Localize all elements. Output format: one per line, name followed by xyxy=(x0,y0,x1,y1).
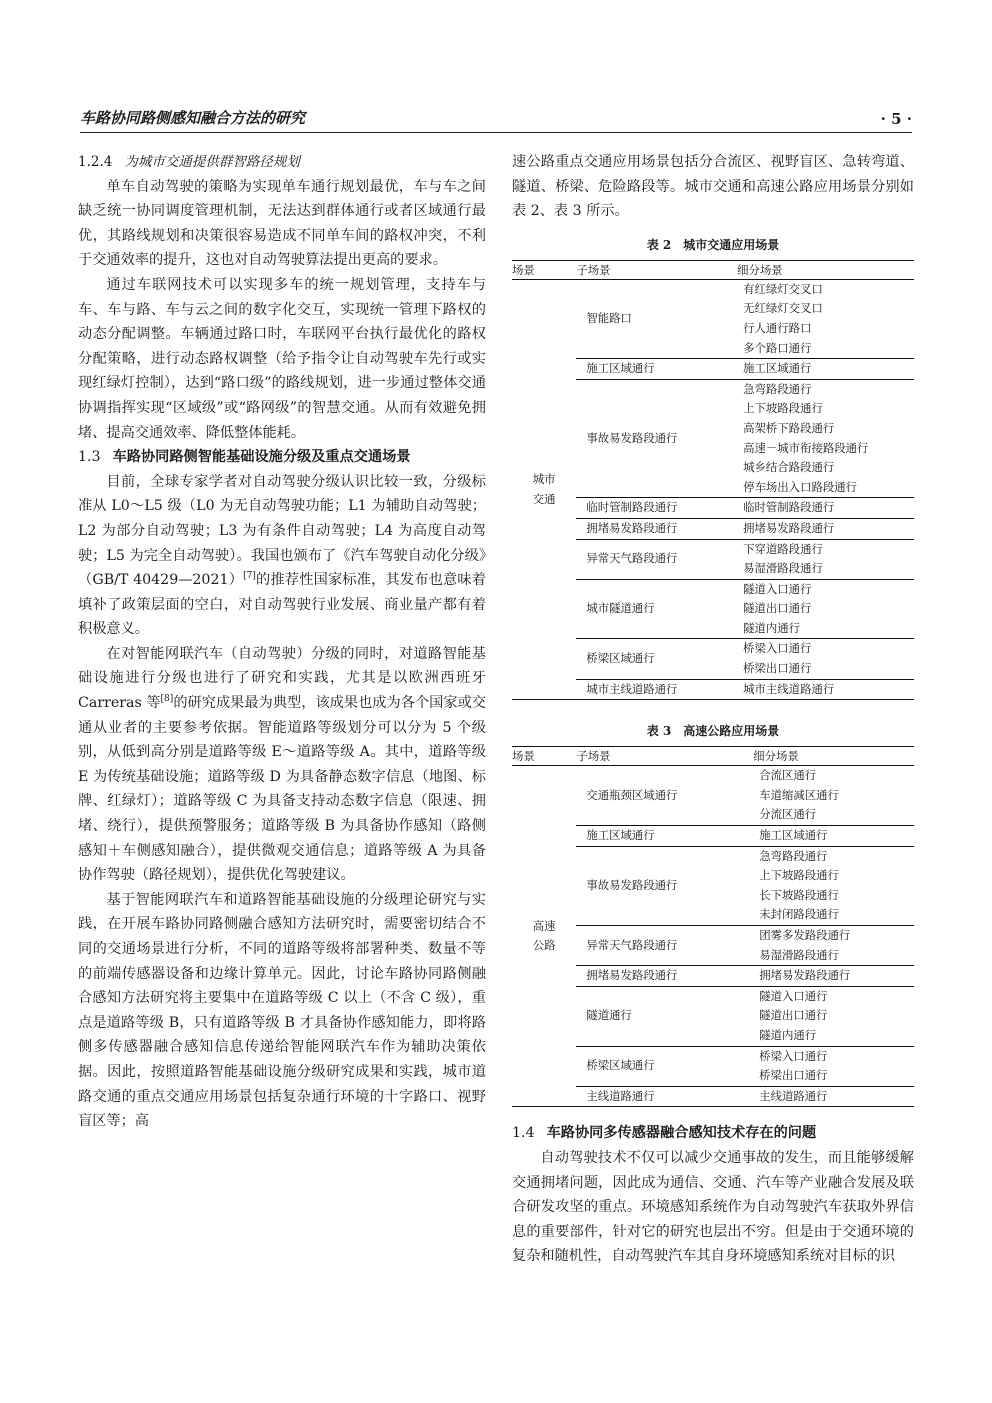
text-run: 目前，全球专家学者对自动驾驶分级认识比较一致，分级标准从 L0～L5 级（L0 为无自动驾驶功能；L1 为辅助自动驾驶；L2 为部分自动驾驶；L3 为有条件自动驾驶；L4 为高度自动驾驶；L5 为完全自动驾驶）。我国也颁布了《汽车驾驶自动化分级》（GB/T 40429—2021） xyxy=(78,473,486,589)
detail-scene-cell: 主线道路通行 xyxy=(753,1086,914,1107)
detail-scene-cell: 上下坡路段通行 xyxy=(759,868,839,883)
detail-scene-cell: 隧道入口通行 xyxy=(759,988,828,1003)
detail-scene-cell: 拥堵易发路段通行 xyxy=(753,966,914,987)
sub-scene-cell: 主线道路通行 xyxy=(576,1086,753,1107)
section-title: 为城市交通提供群智路径规划 xyxy=(124,154,300,170)
detail-scene-cell: 桥梁入口通行 xyxy=(743,641,812,656)
table-header-cell: 细分场景 xyxy=(753,747,914,766)
paragraph xyxy=(78,642,486,888)
detail-scene-cell: 城市主线道路通行 xyxy=(737,679,914,700)
sub-scene-cell: 城市隧道通行 xyxy=(576,579,737,639)
detail-scene-cell: 隧道出口通行 xyxy=(759,1008,828,1023)
table-2 xyxy=(512,260,914,700)
text-run: 的推荐性国家标准，其发布也意味着填补了政策层面的空白，对自动驾驶行业发展、商业量产都有着积极意义。 xyxy=(78,572,486,638)
page-number: · 5 · xyxy=(880,110,912,128)
detail-scene-cell: 合流区通行 xyxy=(759,768,817,783)
table-header-cell: 细分场景 xyxy=(737,260,914,279)
detail-scene-cell: 隧道入口通行 xyxy=(743,581,812,596)
section-1-3-heading xyxy=(78,445,486,470)
detail-scene-cell: 桥梁出口通行 xyxy=(737,659,914,679)
detail-scene-cell: 桥梁出口通行 xyxy=(753,1066,914,1086)
section-1-2-4-heading xyxy=(78,150,486,175)
running-header xyxy=(80,104,912,133)
paragraph: 基于智能网联汽车和道路智能基础设施的分级理论研究与实践，在开展车路协同路侧融合感知方法研究时，需要密切结合不同的交通场景进行分析，不同的道路等级将部署种类、数量不等的前端传感器设备和边缘计算单元。因此，讨论车路协同路侧融合感知方法研究将主要集中在道路等级 C 以上（不含 C 级），重点是道路等级 B，只有道路等级 B 才具备协作感知能力，即将路侧多传感器融合感知信息传递给智能网联汽车作为辅助决策依据。因此，按照道路智能基础设施分级研究成果和实践，城市道路交通的重点交通应用场景包括复杂通行环境的十字路口、视野盲区等；高 xyxy=(78,891,486,1130)
citation: [7] xyxy=(243,571,256,582)
scene-cell: 城市 交通 xyxy=(512,279,576,699)
sub-scene-cell: 智能路口 xyxy=(576,279,737,358)
detail-scene-cell: 团雾多发路段通行 xyxy=(759,928,851,942)
detail-scene-cell: 高架桥下路段通行 xyxy=(743,420,835,435)
sub-scene-cell: 城市主线道路通行 xyxy=(576,679,737,700)
citation: [8] xyxy=(160,694,174,705)
sub-scene-cell: 临时管制路段通行 xyxy=(576,498,737,519)
detail-scene-cell: 行人通行路口 xyxy=(743,320,812,335)
detail-scene-cell: 拥堵易发路段通行 xyxy=(737,518,914,539)
table-2-caption: 表 2 城市交通应用场景 xyxy=(646,237,780,252)
detail-scene-cell: 多个路口通行 xyxy=(737,339,914,359)
detail-scene-cell: 停车场出入口路段通行 xyxy=(737,478,914,498)
detail-scene-cell: 易湿滑路段通行 xyxy=(753,946,914,966)
section-title: 车路协同多传感器融合感知技术存在的问题 xyxy=(546,1125,817,1142)
section-title: 车路协同路侧智能基础设施分级及重点交通场景 xyxy=(112,449,411,466)
left-column xyxy=(78,150,486,1134)
sub-scene-cell: 异常天气路段通行 xyxy=(576,926,753,966)
table-header-cell: 场景 xyxy=(512,260,576,279)
text-run: 的研究成果最为典型，该成果也成为各个国家或交通从业者的主要参考依据。智能道路等级划分可以分为 5 个级别，从低到高分别是道路等级 E～道路等级 A。其中，道路等级 E 为传统基础设施；道路等级 D 为具备静态数字信息（地图、标牌、红绿灯）；道路等级 C 为具备支持动态数字信息（限速、拥堵、绕行），提供预警服务；道路等级 B 为具备协作感知（路侧感知＋车侧感知融合），提供微观交通信息；道路等级 A 为具备协作驾驶（路径规划），提供优化驾驶建议。 xyxy=(78,695,486,884)
sub-scene-cell: 事故易发路段通行 xyxy=(576,846,753,925)
detail-scene-cell: 临时管制路段通行 xyxy=(737,498,914,519)
paragraph xyxy=(78,470,486,642)
detail-scene-cell: 隧道内通行 xyxy=(753,1026,914,1046)
paragraph: 速公路重点交通应用场景包括分合流区、视野盲区、急转弯道、隧道、桥梁、危险路段等。城市交通和高速公路应用场景分别如表 2、表 3 所示。 xyxy=(512,154,914,220)
table-header-cell: 子场景 xyxy=(576,747,753,766)
paragraph: 单车自动驾驶的策略为实现单车通行规划最优，车与车之间缺乏统一协同调度管理机制，无法达到群体通行或者区域通行最优，其路线规划和决策很容易造成不同单车间的路权冲突，不利于交通效率的提升，这也对自动驾驶算法提出更高的要求。 xyxy=(78,178,486,269)
right-column xyxy=(512,150,914,1269)
paragraph: 通过车联网技术可以实现多车的统一规划管理，支持车与车、车与路、车与云之间的数字化交互，实现统一管理下路权的动态分配调整。车辆通过路口时，车联网平台执行最优化的路权分配策略，进行动态路权调整（给予指令让自动驾驶车先行或实现红绿灯控制），达到“路口级”的路线规划，进一步通过整体交通协调指挥实现“区域级”或“路网级”的智慧交通。从而有效避免拥堵、提高交通效率、降低整体能耗。 xyxy=(78,276,486,441)
sub-scene-cell: 施工区域通行 xyxy=(576,359,737,380)
table-header-cell: 子场景 xyxy=(576,260,737,279)
detail-scene-cell: 分流区通行 xyxy=(753,805,914,825)
sub-scene-cell: 施工区域通行 xyxy=(576,826,753,847)
paragraph: 自动驾驶技术不仅可以减少交通事故的发生，而且能够缓解交通拥堵问题，因此成为通信、交通、汽车等产业融合发展及联合研发攻坚的重点。环境感知系统作为自动驾驶汽车获取外界信息的重要部件，针对它的研究也层出不穷。但是由于交通环境的复杂和随机性，自动驾驶汽车其自身环境感知系统对目标的识 xyxy=(512,1149,914,1265)
table-3-caption: 表 3 高速公路应用场景 xyxy=(646,724,780,739)
scene-cell: 高速 公路 xyxy=(512,766,576,1107)
detail-scene-cell: 未封闭路段通行 xyxy=(753,905,914,925)
detail-scene-cell: 长下坡路段通行 xyxy=(759,887,839,902)
detail-scene-cell: 上下坡路段通行 xyxy=(743,401,823,416)
detail-scene-cell: 隧道内通行 xyxy=(737,619,914,639)
detail-scene-cell: 城乡结合路段通行 xyxy=(743,460,835,475)
detail-scene-cell: 急弯路段通行 xyxy=(743,381,812,396)
sub-scene-cell: 隧道通行 xyxy=(576,986,753,1046)
table-row xyxy=(512,766,914,786)
sub-scene-cell: 交通瓶颈区域通行 xyxy=(576,766,753,826)
sub-scene-cell: 事故易发路段通行 xyxy=(576,379,737,498)
sub-scene-cell: 异常天气路段通行 xyxy=(576,539,737,579)
sub-scene-cell: 桥梁区域通行 xyxy=(576,1046,753,1086)
detail-scene-cell: 高速－城市衔接路段通行 xyxy=(743,440,869,455)
detail-scene-cell: 隧道出口通行 xyxy=(743,601,812,616)
sub-scene-cell: 拥堵易发路段通行 xyxy=(576,518,737,539)
section-number: 1.4 xyxy=(512,1125,535,1142)
detail-scene-cell: 桥梁入口通行 xyxy=(759,1048,828,1063)
sub-scene-cell: 桥梁区域通行 xyxy=(576,639,737,679)
section-number: 1.3 xyxy=(78,449,101,466)
detail-scene-cell: 易湿滑路段通行 xyxy=(737,559,914,579)
running-title: 车路协同路侧感知融合方法的研究 xyxy=(80,109,306,127)
table-row xyxy=(512,279,914,299)
detail-scene-cell: 车道缩减区通行 xyxy=(759,787,839,802)
table-3 xyxy=(512,746,914,1107)
sub-scene-cell: 拥堵易发路段通行 xyxy=(576,966,753,987)
detail-scene-cell: 有红绿灯交叉口 xyxy=(743,281,823,296)
detail-scene-cell: 无红绿灯交叉口 xyxy=(743,301,823,316)
text-run: 在对智能网联汽车（自动驾驶）分级的同时，对道路智能基础设施进行分级也进行了研究和实践，尤其是以欧洲西班牙 Carreras 等 xyxy=(78,645,486,712)
detail-scene-cell: 急弯路段通行 xyxy=(759,848,828,863)
section-1-4-heading xyxy=(512,1121,914,1146)
section-number: 1.2.4 xyxy=(78,154,113,170)
detail-scene-cell: 施工区域通行 xyxy=(737,359,914,380)
detail-scene-cell: 施工区域通行 xyxy=(753,826,914,847)
detail-scene-cell: 下穿道路段通行 xyxy=(743,541,823,556)
table-header-cell: 场景 xyxy=(512,747,576,766)
